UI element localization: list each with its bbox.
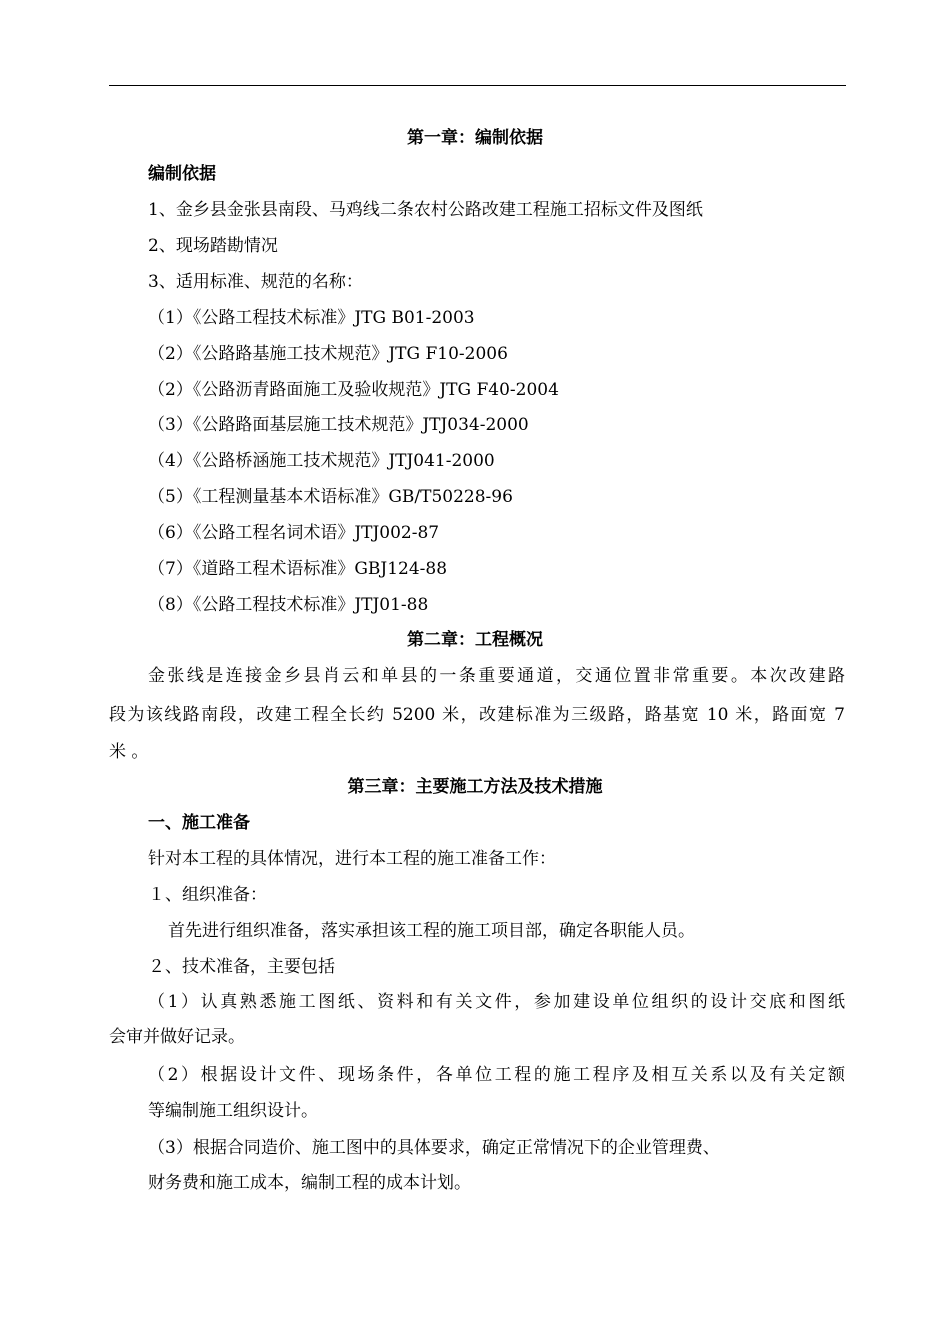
standard-item: （5）《工程测量基本术语标准》GB/T50228-96 (148, 487, 513, 507)
basis-item-3: 3、适用标准、规范的名称： (148, 272, 363, 292)
header-rule (109, 85, 846, 86)
chapter1-heading: 编制依据 (148, 164, 216, 184)
org-prep-text: 首先进行组织准备，落实承担该工程的施工项目部，确定各职能人员。 (168, 921, 695, 941)
prep-intro: 针对本工程的具体情况，进行本工程的施工准备工作： (148, 849, 556, 869)
standard-item: （8）《公路工程技术标准》JTJ01-88 (148, 595, 429, 615)
overview-line-1: 金张线是连接金乡县肖云和单县的一条重要通道，交通位置非常重要。本次改建路 (148, 666, 845, 686)
tech-prep-label: ２、技术准备，主要包括 (148, 957, 335, 977)
section-heading: 一、施工准备 (148, 813, 250, 833)
standard-item: （3）《公路路面基层施工技术规范》JTJ034-2000 (148, 415, 529, 435)
overview-line-2: 段为该线路南段，改建工程全长约 5200 米，改建标准为三级路，路基宽 10 米，路面宽 7 (109, 705, 845, 725)
standard-item: （6）《公路工程名词术语》JTJ002-87 (148, 523, 440, 543)
standard-item: （1）《公路工程技术标准》JTG B01-2003 (148, 308, 475, 328)
chapter2-title: 第二章：工程概况 (407, 630, 543, 650)
standard-item: （2）《公路路基施工技术规范》JTG F10-2006 (148, 344, 508, 364)
standard-item: （7）《道路工程术语标准》GBJ124-88 (148, 559, 448, 579)
org-prep-label: １、组织准备： (148, 885, 267, 905)
tech-item-2-line-1: （2）根据设计文件、现场条件，各单位工程的施工程序及相互关系以及有关定额 (148, 1065, 845, 1085)
standard-item: （2）《公路沥青路面施工及验收规范》JTG F40-2004 (148, 380, 559, 400)
chapter3-title: 第三章：主要施工方法及技术措施 (347, 777, 603, 797)
tech-item-3-line-2: 财务费和施工成本，编制工程的成本计划。 (148, 1173, 471, 1193)
tech-item-1-line-1: （1）认真熟悉施工图纸、资料和有关文件，参加建设单位组织的设计交底和图纸 (148, 992, 845, 1012)
standard-item: （4）《公路桥涵施工技术规范》JTJ041-2000 (148, 451, 495, 471)
basis-item-1: 1、金乡县金张县南段、马鸡线二条农村公路改建工程施工招标文件及图纸 (148, 200, 703, 220)
overview-line-3: 米 。 (109, 742, 149, 762)
tech-item-3-line-1: （3）根据合同造价、施工图中的具体要求，确定正常情况下的企业管理费、 (148, 1138, 720, 1158)
tech-item-2-line-2: 等编制施工组织设计。 (148, 1101, 318, 1121)
tech-item-1-line-2: 会审并做好记录。 (109, 1027, 245, 1047)
chapter1-title: 第一章：编制依据 (407, 128, 543, 148)
basis-item-2: 2、现场踏勘情况 (148, 236, 278, 256)
